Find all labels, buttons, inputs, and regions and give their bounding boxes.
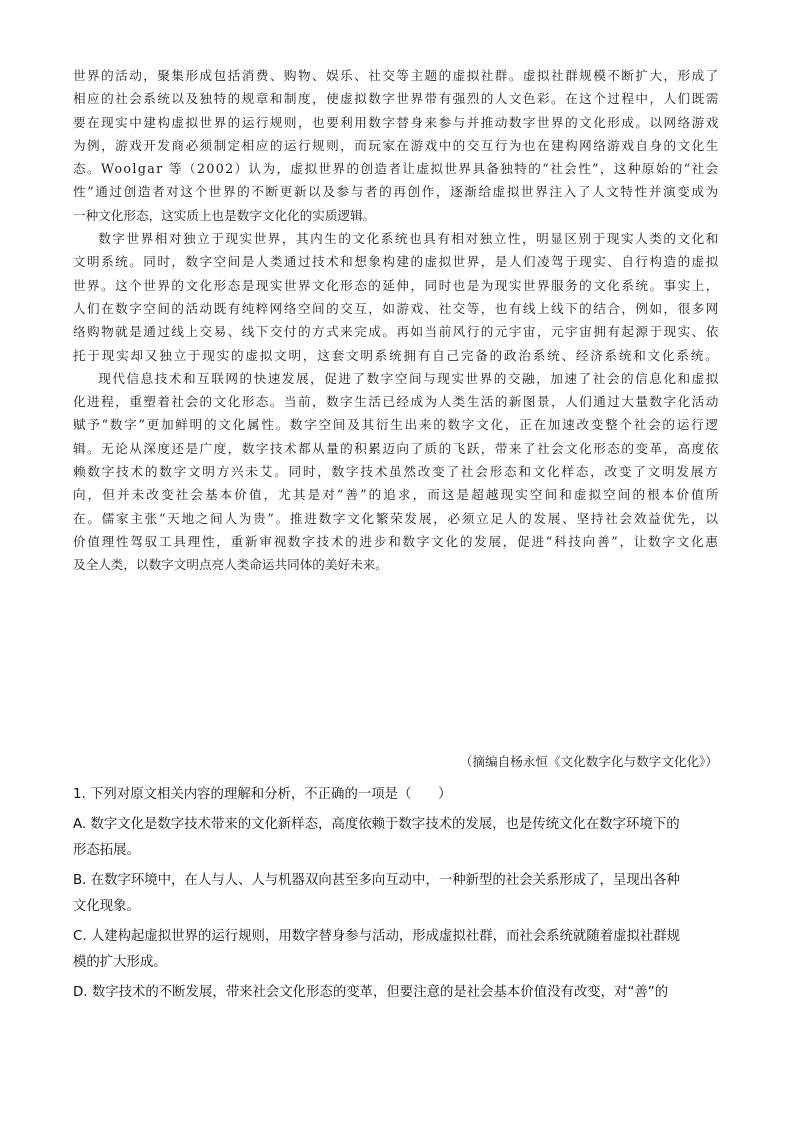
passage-line: 化进程，重塑着社会的文化形态。当前，数字生活已经成为人类生活的新图景，人们通过大量数字化活动 [73, 394, 720, 410]
passage-line: 价值理性驾驭工具理性，重新审视数字技术的进步和数字文化的发展，促进“科技向善”，让数字文化惠 [73, 533, 720, 549]
passage-line: 托于现实却又独立于现实的虚拟文明，这套文明系统拥有自己完备的政治系统、经济系统和文化系统。 [73, 347, 720, 363]
option-line: B. 在数字环境中，在人与人、人与机器双向甚至多向互动中，一种新型的社会关系形成了，呈现出各种 [73, 873, 680, 888]
passage-line: 在。儒家主张“天地之间人为贵”。推进数字文化繁荣发展，必须立足人的发展、坚持社会效益优先，以 [73, 510, 720, 526]
passage-line: 赖数字技术的数字文明方兴未艾。同时，数字技术虽然改变了社会形态和文化样态，改变了文明发展方 [73, 464, 720, 480]
option-line: 模的扩大形成。 [73, 955, 167, 970]
passage-line: 要在现实中建构虚拟世界的运行规则，也要利用数字替身来参与并推动数字世界的文化形成。以网络游戏 [73, 114, 720, 130]
passage-line: 相应的社会系统以及独特的规章和制度，使虚拟数字世界带有强烈的人文色彩。在这个过程中，人们既需 [73, 91, 720, 107]
question-block [73, 782, 718, 1010]
paragraph-3 [73, 367, 721, 577]
option-a[interactable] [73, 812, 718, 864]
passage-line: 及全人类，以数字文明点亮人类命运共同体的美好未来。 [73, 557, 388, 573]
option-line: 文化现象。 [73, 899, 140, 914]
reading-passage [73, 64, 721, 577]
passage-line: 态。Woolgar 等（2002）认为，虚拟世界的创造者让虚拟世界具备独特的“社会性”，这种原始的“社会 [73, 161, 720, 177]
passage-line: 世界。这个世界的文化形态是现实世界文化形态的延伸，同时也是为现实世界服务的文化系统。事实上， [73, 277, 720, 293]
option-b[interactable] [73, 868, 718, 920]
option-d[interactable] [73, 980, 718, 1006]
question-stem: 1. 下列对原文相关内容的理解和分析，不正确的一项是（ ） [73, 787, 452, 802]
passage-line: 世界的活动，聚集形成包括消费、购物、娱乐、社交等主题的虚拟社群。虚拟社群规模不断扩大，形成了 [73, 68, 720, 83]
option-line: C. 人建构起虚拟世界的运行规则，用数字替身参与活动，形成虚拟社群，而社会系统就随着虚拟社群规 [73, 929, 681, 944]
passage-line: 辑。无论从深度还是广度，数字技术都从量的积累迈向了质的飞跃，带来了社会文化形态的变革，高度依 [73, 440, 720, 456]
passage-line: 络购物就是通过线上交易、线下交付的方式来完成。再如当前风行的元宇宙，元宇宙拥有起源于现实、依 [73, 324, 720, 340]
passage-line: 一种文化形态，这实质上也是数字文化化的实质逻辑。 [73, 207, 376, 223]
option-line: 形态拓展。 [73, 843, 140, 858]
paragraph-1 [73, 64, 718, 227]
passage-line: 赋予“数字”更加鲜明的文化属性。数字空间及其衍生出来的数字文化，正在加速改变整个社会的运行逻 [73, 417, 720, 433]
passage-line: 向，但并未改变社会基本价值，尤其是对“善”的追求，而这是超越现实空间和虚拟空间的根本价值所 [73, 487, 721, 503]
passage-line: 文明系统。同时，数字空间是人类通过技术和想象构建的虚拟世界，是人们凌驾于现实、自行构造的虚拟 [73, 254, 720, 270]
passage-line: 数字世界相对独立于现实世界，其内生的文化系统也具有相对独立性，明显区别于现实人类的文化和 [98, 231, 720, 247]
passage-line: 人们在数字空间的活动既有纯粹网络空间的交互，如游戏、社交等，也有线上线下的结合，例如，很多网 [73, 300, 720, 316]
source-citation: （摘编自杨永恒《文化数字化与数字文化化》） [459, 754, 718, 769]
passage-line: 为例，游戏开发商必须制定相应的运行规则，而玩家在游戏中的交互行为也在建构网络游戏自身的文化生 [73, 137, 720, 153]
passage-line: 现代信息技术和互联网的快速发展，促进了数字空间与现实世界的交融，加速了社会的信息化和虚拟 [98, 370, 720, 386]
paragraph-2 [73, 227, 718, 367]
option-c[interactable] [73, 924, 718, 976]
option-line: A. 数字文化是数字技术带来的文化新样态，高度依赖于数字技术的发展，也是传统文化在数字环境下的 [73, 817, 680, 832]
passage-line: 性”通过创造者对这个世界的不断更新以及参与者的再创作，逐渐给虚拟世界注入了人文特性并演变成为 [73, 184, 720, 200]
option-line: D. 数字技术的不断发展，带来社会文化形态的变革，但要注意的是社会基本价值没有改变，对“善”的 [73, 985, 669, 1000]
